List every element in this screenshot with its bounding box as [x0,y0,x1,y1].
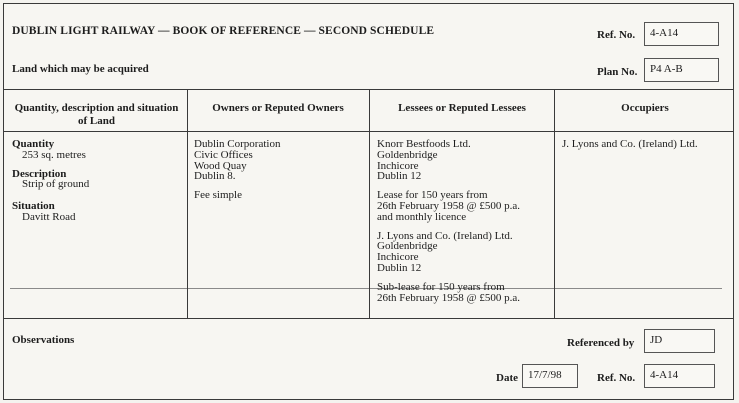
column-header-owners: Owners or Reputed Owners [212,102,344,114]
lessee-line: Inchicore [377,159,419,172]
land-subtitle: Land which may be acquired [12,63,149,75]
owner-line: Dublin 8. [194,170,236,183]
ref-no-field[interactable]: 4-A14 [644,22,719,46]
reference-sheet [3,3,734,400]
lease-line: Sub-lease for 150 years from [377,280,505,293]
lease-line: Lease for 150 years from [377,189,488,202]
column-header-occupiers: Occupiers [621,102,669,114]
column-divider-3 [554,89,555,318]
lessee-line: Dublin 12 [377,170,422,183]
lessee-line: Dublin 12 [377,261,422,274]
description-value: Strip of ground [22,178,90,191]
owner-line: Wood Quay [194,159,247,172]
lease-line: 26th February 1958 @ £500 p.a. [377,199,521,212]
occupiers-cell: J. Lyons and Co. (Ireland) Ltd. [562,138,698,150]
lessee-line: Goldenbridge [377,240,438,253]
owners-cell [194,139,364,201]
footer-ref-no-label: Ref. No. [597,372,636,384]
content-inner-bottom-rule [10,288,722,289]
referenced-by-field[interactable]: JD [644,329,715,353]
table-bottom-rule [4,318,733,319]
owner-tenure: Fee simple [194,189,242,202]
lease-line: and monthly licence [377,210,467,223]
lessee-line: J. Lyons and Co. (Ireland) Ltd. [377,229,513,242]
column-header-lessees: Lessees or Reputed Lessees [398,102,526,114]
lessee-line: Inchicore [377,251,419,264]
date-field[interactable]: 17/7/98 [522,364,578,388]
description-label: Description [12,167,67,180]
column-header-land: Quantity, description and situation of Land [14,102,179,127]
column-divider-2 [369,89,370,318]
lessee-line: Goldenbridge [377,148,438,161]
owner-line: Civic Offices [194,148,253,161]
owner-line: Dublin Corporation [194,138,281,150]
situation-label: Situation [12,200,55,213]
quantity-value: 253 sq. metres [22,148,86,161]
date-label: Date [496,372,518,384]
land-cell [12,139,182,223]
plan-no-label: Plan No. [597,66,638,78]
observations-label: Observations [12,334,75,346]
document-title: DUBLIN LIGHT RAILWAY — BOOK OF REFERENCE — SECOND SCHEDULE [12,25,435,37]
referenced-by-label: Referenced by [567,337,635,349]
lessees-cell [377,139,553,303]
column-divider-1 [187,89,188,318]
lease-line: 26th February 1958 @ £500 p.a. [377,291,521,304]
situation-value: Davitt Road [22,210,76,223]
lessee-line: Knorr Bestfoods Ltd. [377,138,471,150]
plan-no-field[interactable]: P4 A-B [644,58,719,82]
footer-ref-no-field[interactable]: 4-A14 [644,364,715,388]
ref-no-label: Ref. No. [597,29,636,41]
quantity-label: Quantity [12,138,55,150]
